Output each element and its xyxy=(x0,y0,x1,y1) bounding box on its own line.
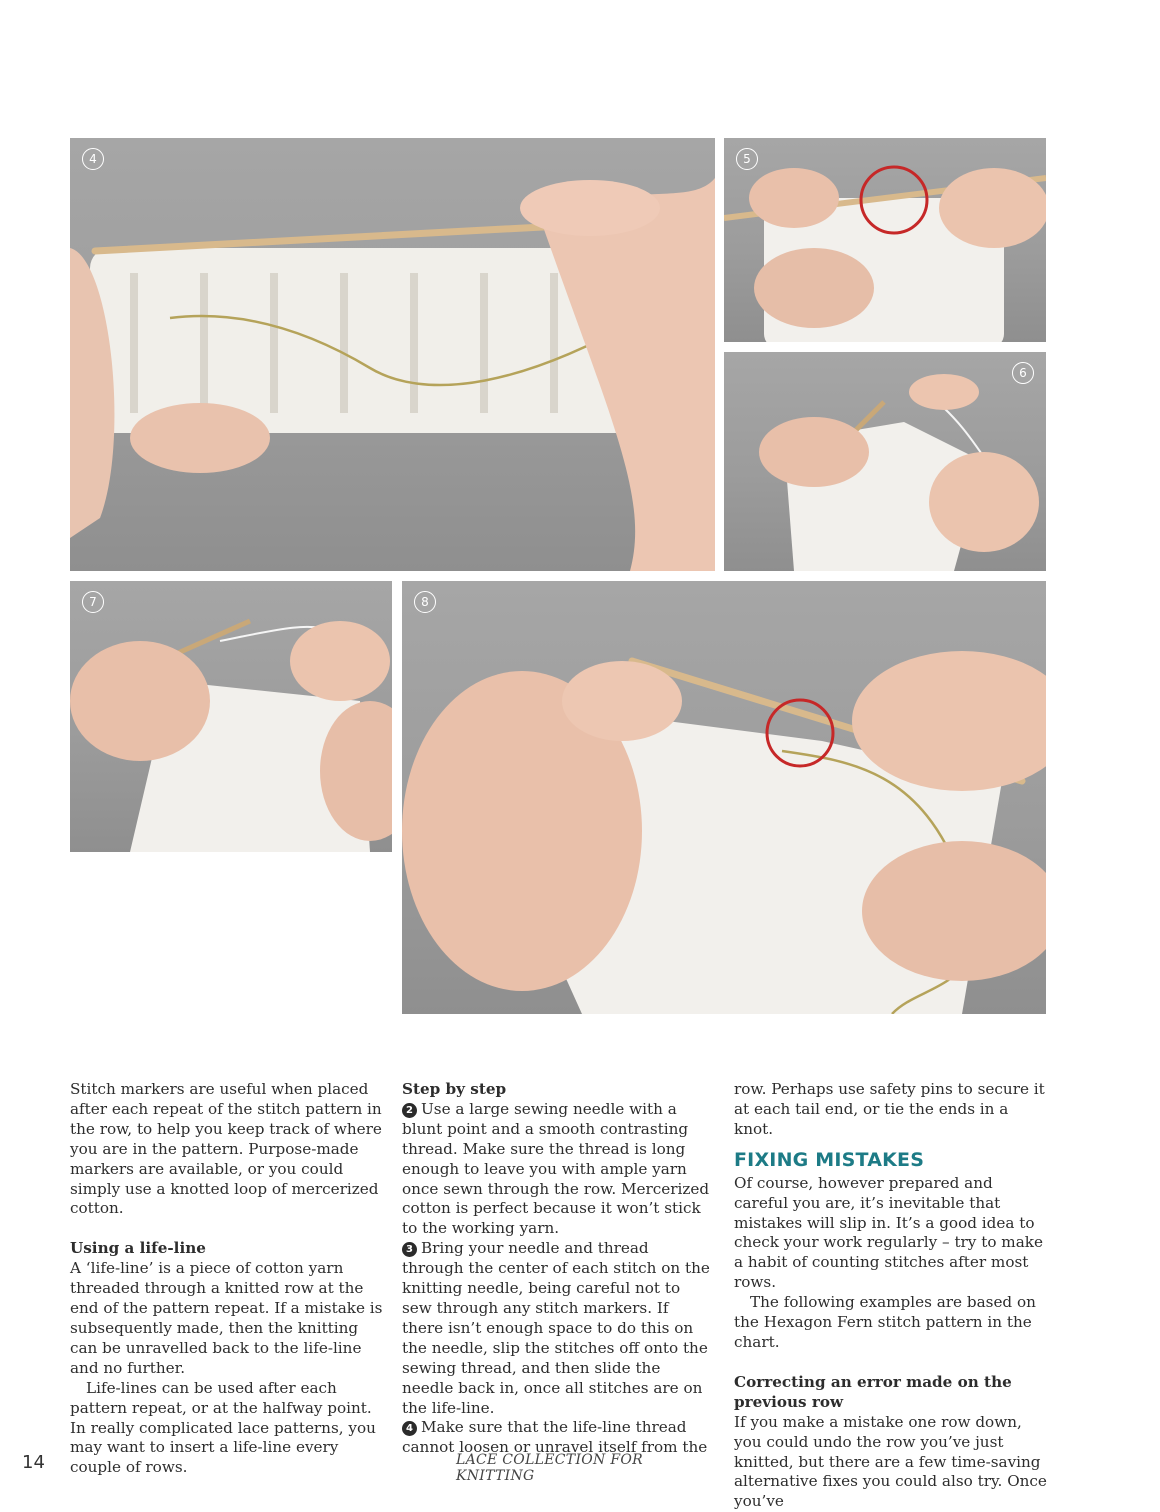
step-text: Bring your needle and thread through the center of each stitch on the knitting needle, being careful not to sew through any stitch markers. If there isn’t enough space to do this on the needle, slip the stitches off onto the sewing thread, and then slide the needle back in, once all stitches are on the life-line. xyxy=(402,1239,710,1417)
subheading-life-line: Using a life-line xyxy=(70,1239,206,1258)
photo-step-7 xyxy=(70,581,392,852)
text-column-1 xyxy=(70,1080,384,1478)
step-number-badge: 6 xyxy=(1012,362,1034,384)
knitting-photo-illustration xyxy=(70,138,715,571)
step-number-badge: 4 xyxy=(82,148,104,170)
text-column-3 xyxy=(734,1080,1050,1512)
step-number-badge: 7 xyxy=(82,591,104,613)
photo-step-5 xyxy=(724,138,1046,342)
subheading-step-by-step: Step by step xyxy=(402,1080,507,1098)
paragraph-life-line-usage: Life-lines can be used after each pattern repeat, or at the halfway point. In really complicated lace patterns, you may want to insert a life-line every couple of rows. xyxy=(70,1378,376,1477)
photo-step-6 xyxy=(724,352,1046,571)
step-item xyxy=(402,1100,712,1239)
paragraph-hexagon-fern: The following examples are based on the Hexagon Fern stitch pattern in the chart. xyxy=(734,1293,1036,1351)
paragraph-correcting-error: If you make a mistake one row down, you could undo the row you’ve just knitted, but there are a few time-saving alternative fixes you could also try. Once you’ve xyxy=(734,1412,1047,1511)
page-number: 14 xyxy=(22,1452,45,1473)
paragraph-mistakes-intro: Of course, however prepared and careful you are, it’s inevitable that mistakes will slip in. It’s a good idea to check your work regularly – try to make a habit of counting stitches after most rows. xyxy=(734,1173,1043,1292)
step-item xyxy=(402,1239,712,1418)
photo-step-8 xyxy=(402,581,1046,1014)
paragraph-life-line-definition: A ‘life-line’ is a piece of cotton yarn threaded through a knitted row at the end of the pattern repeat. If a mistake is subsequently made, then the knitting can be unravelled back to the life-line and no further. xyxy=(70,1259,383,1377)
text-column-2 xyxy=(402,1080,712,1458)
knitting-photo-illustration xyxy=(724,352,1046,571)
paragraph-life-line-continued: row. Perhaps use safety pins to secure it at each tail end, or tie the ends in a knot. xyxy=(734,1080,1045,1138)
photo-step-4 xyxy=(70,138,715,571)
knitting-photo-illustration xyxy=(70,581,392,852)
step-number-icon: 3 xyxy=(402,1242,417,1257)
knitting-photo-illustration xyxy=(402,581,1046,1014)
step-text: Use a large sewing needle with a blunt point and a smooth contrasting thread. Make sure the thread is long enough to leave you with ample yarn once sewn through the row. Mercerized cotton is perfect because it won’t stick to the working yarn. xyxy=(402,1099,710,1238)
subheading-correcting-error: Correcting an error made on the previous row xyxy=(734,1372,1012,1411)
step-number-badge: 8 xyxy=(414,591,436,613)
step-text: Make sure that the life-line thread cannot loosen or unravel itself from the xyxy=(402,1418,708,1457)
knitting-photo-illustration xyxy=(724,138,1046,342)
publication-title: LACE COLLECTION FOR KNITTING xyxy=(456,1452,643,1484)
section-heading-fixing-mistakes: FIXING MISTAKES xyxy=(734,1148,925,1171)
step-number-badge: 5 xyxy=(736,148,758,170)
step-number-icon: 2 xyxy=(402,1103,417,1118)
paragraph-stitch-markers: Stitch markers are useful when placed after each repeat of the stitch pattern in the row, to help you keep track of where you are in the pattern. Purpose-made markers are available, or you could simply use a knotted loop of mercerized cotton. xyxy=(70,1080,382,1218)
step-number-icon: 4 xyxy=(402,1421,417,1436)
